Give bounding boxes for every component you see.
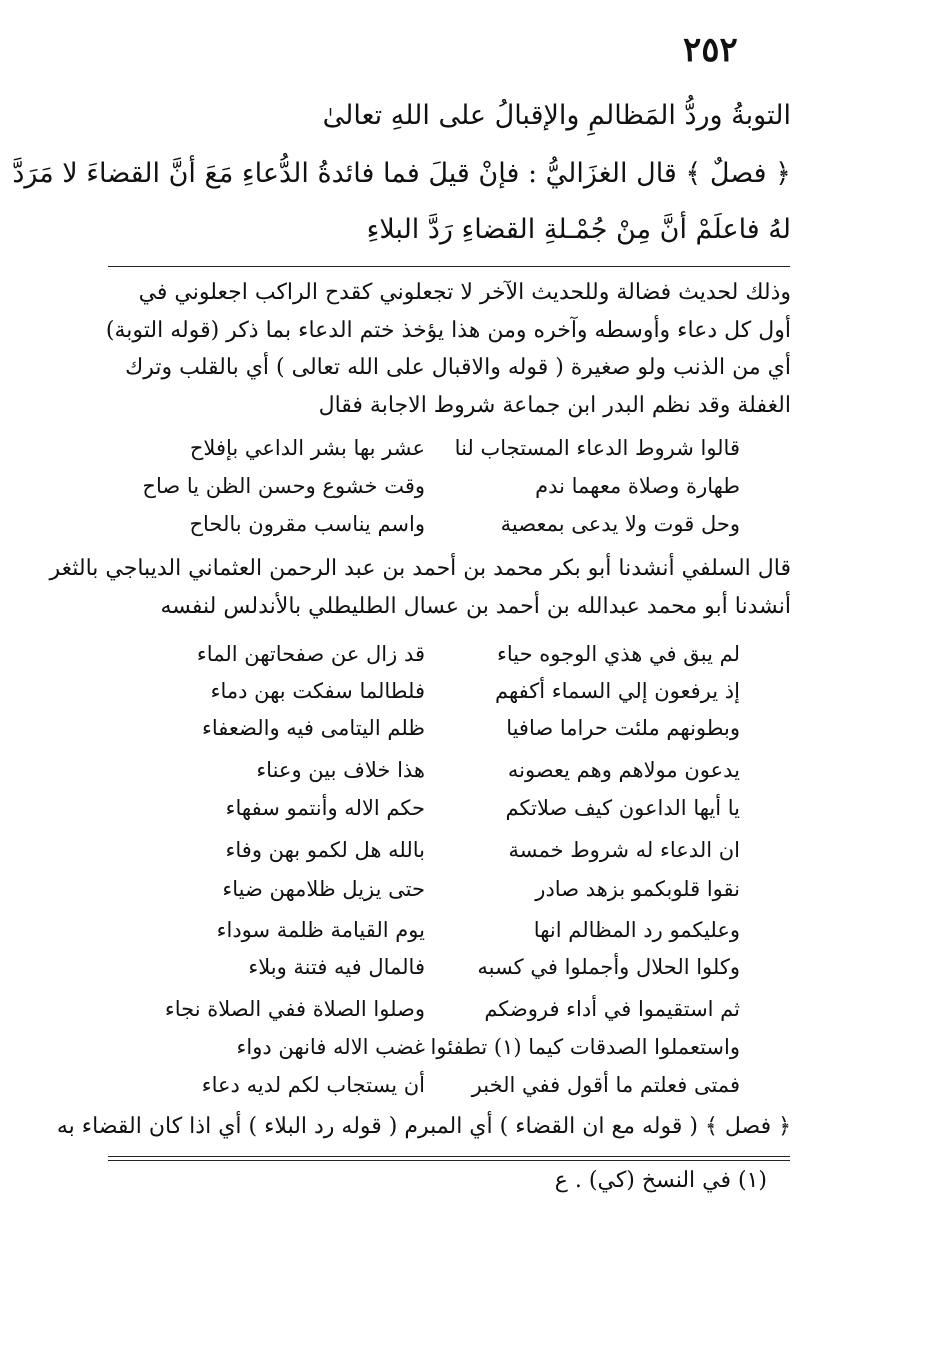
commentary-line-1: وذلك لحديث فضالة وللحديث الآخر لا تجعلوني كقدح الراكب اجعلوني في: [138, 280, 791, 305]
verse-second-hemistich: فالمال فيه فتنة وبلاء: [248, 955, 425, 979]
verse-first-hemistich: يا أيها الداعون كيف صلاتكم: [505, 796, 740, 820]
verse-second-hemistich: حكم الاله وأنتمو سفهاء: [225, 796, 425, 820]
verse-second-hemistich: عشر بها بشر الداعي بإفلاح: [189, 436, 425, 460]
footnote-divider: [108, 1156, 790, 1161]
verse-second-hemistich: هذا خلاف بين وعناء: [256, 758, 425, 782]
main-text-line-2: ﴿ فصلٌ ﴾ قال الغزَاليُّ : فإنْ قيلَ فما فائدةُ الدُّعاءِ مَعَ أنَّ القضاءَ لا مَرَدَّ: [12, 158, 791, 189]
commentary-line-5: قال السلفي أنشدنا أبو بكر محمد بن أحمد بن عبد الرحمن العثماني الديباجي بالثغر: [49, 556, 791, 581]
verse-second-hemistich: قد زال عن صفحاتهن الماء: [196, 642, 425, 666]
poem2-verse: [180, 716, 740, 750]
verse-second-hemistich: ظلم اليتامى فيه والضعفاء: [202, 716, 425, 740]
poem1-verse: [142, 474, 740, 508]
verse-second-hemistich: واسم يناسب مقرون بالحاح: [189, 512, 425, 536]
poem2-verse: [180, 838, 740, 872]
poem2-verse: [180, 679, 740, 713]
verse-first-hemistich: وعليكمو رد المظالم انها: [533, 918, 740, 942]
verse-first-hemistich: وحل قوت ولا يدعى بمعصية: [500, 512, 740, 536]
main-text-line-3: لهُ فاعلَمْ أنَّ مِنْ جُمْـلةِ القضاءِ رَدَّ البلاءِ: [366, 214, 791, 245]
poem2-verse: [180, 1035, 740, 1069]
verse-second-hemistich: يوم القيامة ظلمة سوداء: [216, 918, 425, 942]
verse-first-hemistich: نقوا قلوبكمو بزهد صادر: [535, 877, 740, 901]
verse-first-hemistich: يدعون مولاهم وهم يعصونه: [507, 758, 740, 782]
verse-second-hemistich: وقت خشوع وحسن الظن يا صاح: [142, 474, 425, 498]
poem2-verse: [180, 877, 740, 911]
commentary-line-2: أول كل دعاء وأوسطه وآخره ومن هذا يؤخذ ختم الدعاء بما ذكر (قوله التوبة): [105, 318, 791, 343]
commentary-line-4: الغفلة وقد نظم البدر ابن جماعة شروط الاجابة فقال: [318, 393, 791, 418]
verse-second-hemistich: بالله هل لكمو بهن وفاء: [225, 838, 425, 862]
verse-first-hemistich: وكلوا الحلال وأجملوا في كسبه: [477, 955, 740, 979]
poem2-verse: [180, 955, 740, 989]
poem2-verse: [180, 796, 740, 830]
verse-second-hemistich: أن يستجاب لكم لديه دعاء: [201, 1073, 425, 1097]
verse-first-hemistich: واستعملوا الصدقات كيما (١) تطفئوا: [430, 1035, 740, 1059]
footnote: (١) في النسخ (كي) . ع: [554, 1168, 767, 1193]
verse-first-hemistich: طهارة وصلاة معهما ندم: [535, 474, 740, 498]
verse-first-hemistich: ثم استقيموا في أداء فروضكم: [484, 997, 740, 1021]
verse-first-hemistich: فمتى فعلتم ما أقول ففي الخبر: [471, 1073, 740, 1097]
poem1-verse: [160, 436, 740, 470]
section-divider: [108, 266, 790, 267]
verse-first-hemistich: وبطونهم ملئت حراما صافيا: [506, 716, 740, 740]
poem2-verse: [164, 997, 740, 1031]
commentary-line-3: أي من الذنب ولو صغيرة ( قوله والاقبال على الله تعالى ) أي بالقلب وترك: [125, 355, 791, 380]
verse-second-hemistich: حتى يزيل ظلامهن ضياء: [222, 877, 425, 901]
verse-first-hemistich: إذ يرفعون إلي السماء أكفهم: [495, 679, 740, 703]
verse-first-hemistich: لم يبق في هذي الوجوه حياء: [496, 642, 740, 666]
page-number: ٢٥٢: [683, 30, 738, 70]
commentary-line-6: أنشدنا أبو محمد عبدالله بن أحمد بن عسال الطليطلي بالأندلس لنفسه: [160, 594, 791, 619]
verse-second-hemistich: فلطالما سفكت بهن دماء: [210, 679, 425, 703]
verse-second-hemistich: غضب الاله فانهن دواء: [236, 1035, 425, 1059]
commentary-line-7: ﴿ فصل ﴾ ( قوله مع ان القضاء ) أي المبرم ( قوله رد البلاء ) أي اذا كان القضاء به: [56, 1114, 791, 1139]
verse-second-hemistich: وصلوا الصلاة ففي الصلاة نجاء: [164, 997, 425, 1021]
poem2-verse: [180, 642, 740, 676]
poem2-verse: [180, 1073, 740, 1107]
poem1-verse: [160, 512, 740, 546]
verse-first-hemistich: ان الدعاء له شروط خمسة: [508, 838, 740, 862]
poem2-verse: [180, 918, 740, 952]
poem2-verse: [180, 758, 740, 792]
main-text-line-1: التوبةُ وردُّ المَظالمِ والإقبالُ على اللهِ تعالىٰ: [322, 100, 791, 131]
verse-first-hemistich: قالوا شروط الدعاء المستجاب لنا: [454, 436, 740, 460]
